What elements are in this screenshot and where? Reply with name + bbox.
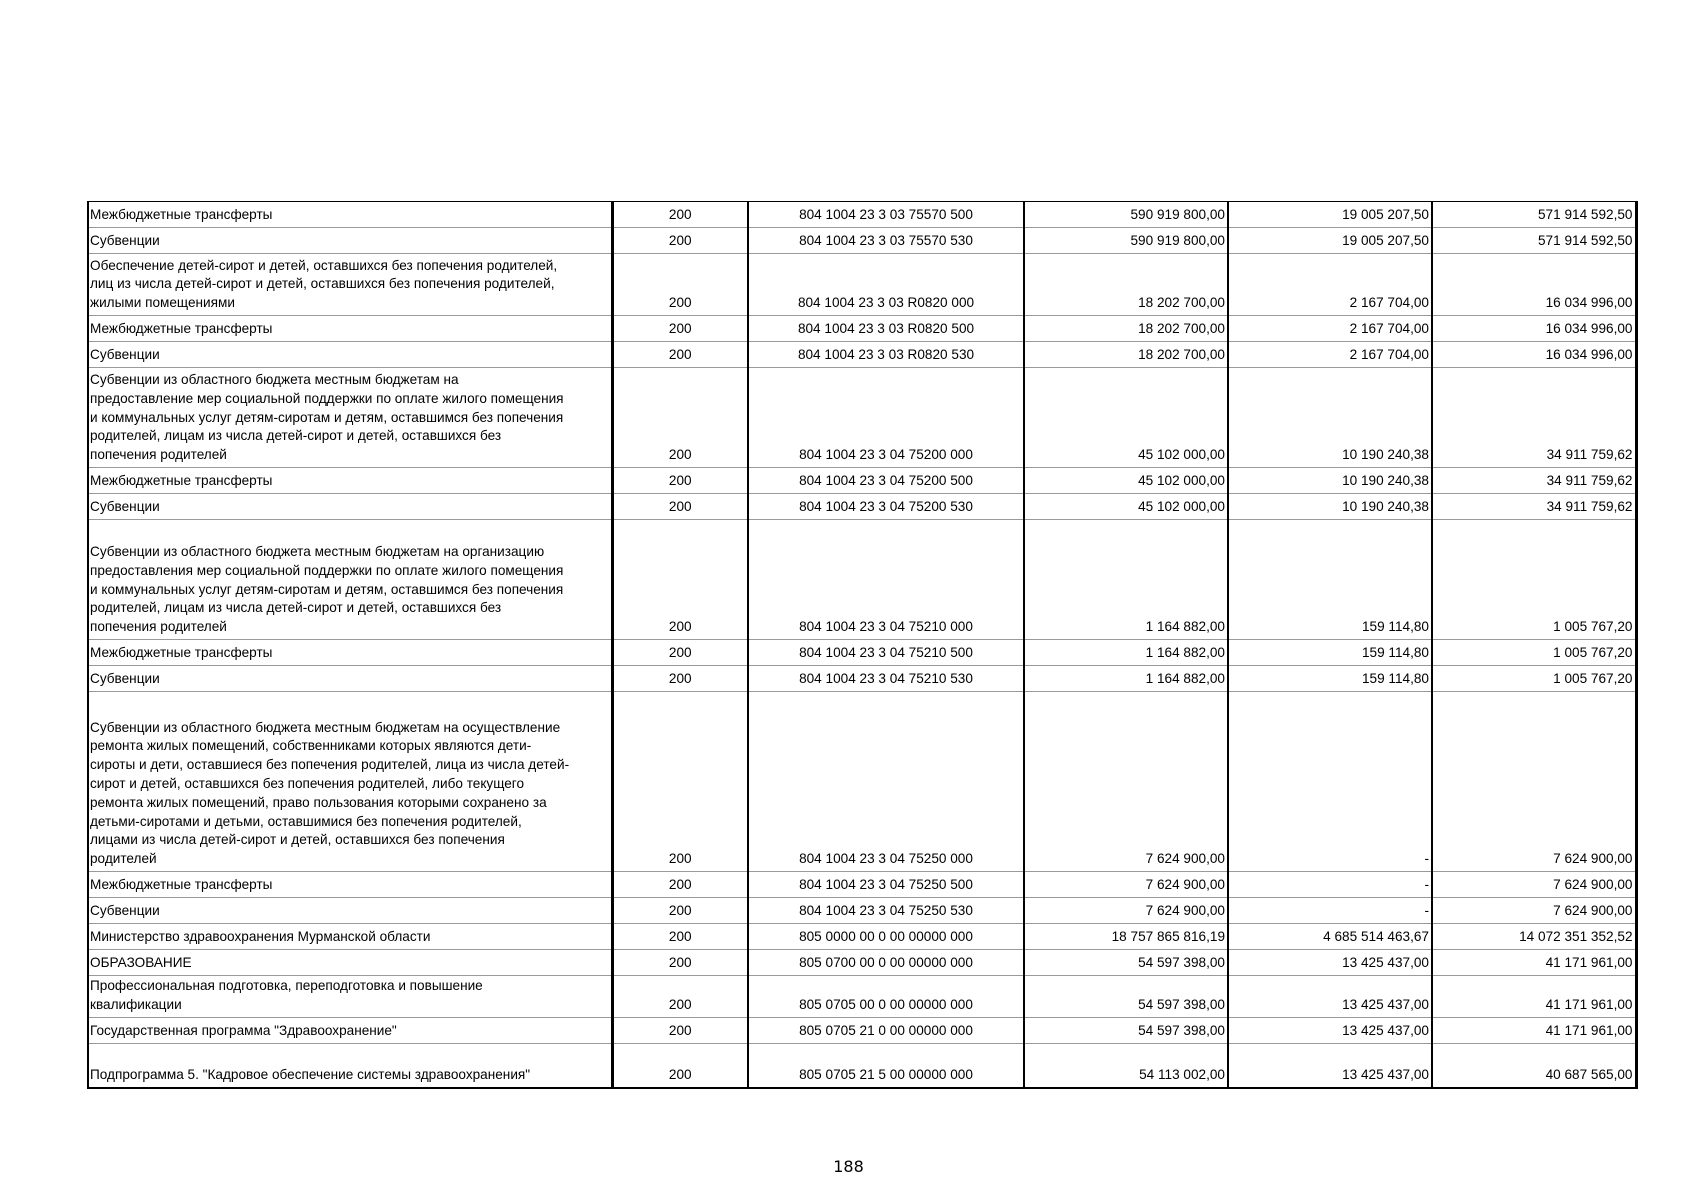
row-approved-amount: 45 102 000,00 [1024, 468, 1228, 494]
row-budget-code: 804 1004 23 3 04 75210 530 [748, 666, 1024, 692]
row-code: 200 [612, 1044, 748, 1088]
row-unexecuted-amount: 7 624 900,00 [1432, 692, 1636, 872]
row-code: 200 [612, 898, 748, 924]
row-approved-amount: 1 164 882,00 [1024, 520, 1228, 640]
table-row [88, 228, 1636, 254]
row-unexecuted-amount: 1 005 767,20 [1432, 640, 1636, 666]
row-unexecuted-amount: 7 624 900,00 [1432, 872, 1636, 898]
row-name: Межбюджетные трансферты [88, 468, 612, 494]
row-executed-amount: 10 190 240,38 [1228, 468, 1432, 494]
budget-execution-table [87, 201, 1638, 1089]
row-name: Межбюджетные трансферты [88, 872, 612, 898]
table-row [88, 316, 1636, 342]
row-unexecuted-amount: 16 034 996,00 [1432, 316, 1636, 342]
row-unexecuted-amount: 7 624 900,00 [1432, 898, 1636, 924]
row-unexecuted-amount: 571 914 592,50 [1432, 228, 1636, 254]
row-code: 200 [612, 1018, 748, 1044]
row-code: 200 [612, 520, 748, 640]
row-unexecuted-amount: 14 072 351 352,52 [1432, 924, 1636, 950]
row-code: 200 [612, 342, 748, 368]
row-name: Обеспечение детей-сирот и детей, оставшихся без попечения родителей, лиц из числа детей-сирот и детей, оставшихся без попечения родителей, жилыми помещениями [88, 254, 612, 316]
row-executed-amount: 13 425 437,00 [1228, 976, 1432, 1018]
row-approved-amount: 54 113 002,00 [1024, 1044, 1228, 1088]
table-row [88, 924, 1636, 950]
row-approved-amount: 54 597 398,00 [1024, 976, 1228, 1018]
row-budget-code: 804 1004 23 3 04 75210 500 [748, 640, 1024, 666]
row-code: 200 [612, 494, 748, 520]
row-unexecuted-amount: 34 911 759,62 [1432, 494, 1636, 520]
table-row [88, 494, 1636, 520]
row-code: 200 [612, 872, 748, 898]
row-executed-amount: 13 425 437,00 [1228, 1044, 1432, 1088]
row-approved-amount: 1 164 882,00 [1024, 666, 1228, 692]
row-name: Субвенции из областного бюджета местным бюджетам на предоставление мер социальной поддержки по оплате жилого помещения и коммунальных услуг детям-сиротам и детям, оставшимся без попечения родителей, лицам из числа детей-сирот и детей, оставшихся без попечения родителей [88, 368, 612, 468]
row-name: Субвенции [88, 228, 612, 254]
row-budget-code: 804 1004 23 3 04 75250 530 [748, 898, 1024, 924]
row-code: 200 [612, 368, 748, 468]
table-row [88, 468, 1636, 494]
row-budget-code: 805 0705 21 0 00 00000 000 [748, 1018, 1024, 1044]
row-budget-code: 804 1004 23 3 04 75200 000 [748, 368, 1024, 468]
row-code: 200 [612, 924, 748, 950]
row-name: Межбюджетные трансферты [88, 640, 612, 666]
table-row [88, 976, 1636, 1018]
row-budget-code: 804 1004 23 3 04 75250 000 [748, 692, 1024, 872]
row-budget-code: 805 0000 00 0 00 00000 000 [748, 924, 1024, 950]
table-row [88, 254, 1636, 316]
row-executed-amount: 19 005 207,50 [1228, 228, 1432, 254]
table-row [88, 692, 1636, 872]
table-row [88, 342, 1636, 368]
row-code: 200 [612, 666, 748, 692]
row-unexecuted-amount: 41 171 961,00 [1432, 950, 1636, 976]
row-name: Субвенции [88, 494, 612, 520]
row-approved-amount: 45 102 000,00 [1024, 368, 1228, 468]
row-code: 200 [612, 468, 748, 494]
row-approved-amount: 45 102 000,00 [1024, 494, 1228, 520]
row-budget-code: 804 1004 23 3 03 R0820 530 [748, 342, 1024, 368]
row-approved-amount: 18 202 700,00 [1024, 316, 1228, 342]
row-name: Субвенции [88, 342, 612, 368]
row-name: ОБРАЗОВАНИЕ [88, 950, 612, 976]
row-code: 200 [612, 228, 748, 254]
table-row [88, 872, 1636, 898]
row-executed-amount: 159 114,80 [1228, 520, 1432, 640]
row-code: 200 [612, 254, 748, 316]
row-executed-amount: 13 425 437,00 [1228, 1018, 1432, 1044]
row-budget-code: 804 1004 23 3 03 75570 500 [748, 202, 1024, 228]
row-name: Субвенции из областного бюджета местным бюджетам на осуществление ремонта жилых помещений, собственниками которых являются дети- сироты и дети, оставшиеся без попечения родителей, лица из числа детей- сирот и детей, оставшихся без попечения родителей, либо текущего ремонта жилых помещений, право пользования которыми сохранено за детьми-сиротами и детьми, оставшимися без попечения родителей, лицами из числа детей-сирот и детей, оставшихся без попечения родителей [88, 692, 612, 872]
table-row [88, 520, 1636, 640]
row-approved-amount: 7 624 900,00 [1024, 872, 1228, 898]
table-body [88, 202, 1636, 1088]
row-code: 200 [612, 202, 748, 228]
row-executed-amount: - [1228, 692, 1432, 872]
row-name: Межбюджетные трансферты [88, 316, 612, 342]
row-unexecuted-amount: 571 914 592,50 [1432, 202, 1636, 228]
row-executed-amount: 10 190 240,38 [1228, 368, 1432, 468]
row-unexecuted-amount: 41 171 961,00 [1432, 976, 1636, 1018]
row-name: Профессиональная подготовка, переподготовка и повышение квалификации [88, 976, 612, 1018]
row-budget-code: 804 1004 23 3 03 75570 530 [748, 228, 1024, 254]
row-approved-amount: 18 202 700,00 [1024, 254, 1228, 316]
row-executed-amount: - [1228, 898, 1432, 924]
row-executed-amount: 2 167 704,00 [1228, 254, 1432, 316]
row-name: Министерство здравоохранения Мурманской области [88, 924, 612, 950]
row-name: Субвенции [88, 898, 612, 924]
table-row [88, 202, 1636, 228]
table-row [88, 640, 1636, 666]
row-approved-amount: 590 919 800,00 [1024, 228, 1228, 254]
row-unexecuted-amount: 16 034 996,00 [1432, 342, 1636, 368]
row-name: Субвенции [88, 666, 612, 692]
row-code: 200 [612, 316, 748, 342]
row-budget-code: 804 1004 23 3 04 75210 000 [748, 520, 1024, 640]
row-executed-amount: 13 425 437,00 [1228, 950, 1432, 976]
row-code: 200 [612, 950, 748, 976]
table-row [88, 1018, 1636, 1044]
row-executed-amount: 4 685 514 463,67 [1228, 924, 1432, 950]
page-number: 188 [833, 1157, 864, 1176]
row-executed-amount: 2 167 704,00 [1228, 342, 1432, 368]
row-code: 200 [612, 692, 748, 872]
row-name: Субвенции из областного бюджета местным бюджетам на организацию предоставления мер социальной поддержки по оплате жилого помещения и коммунальных услуг детям-сиротам и детям, оставшимся без попечения родителей, лицам из числа детей-сирот и детей, оставшихся без попечения родителей [88, 520, 612, 640]
table-row [88, 898, 1636, 924]
row-executed-amount: - [1228, 872, 1432, 898]
row-unexecuted-amount: 34 911 759,62 [1432, 468, 1636, 494]
row-executed-amount: 159 114,80 [1228, 666, 1432, 692]
row-code: 200 [612, 640, 748, 666]
table-row [88, 368, 1636, 468]
row-approved-amount: 7 624 900,00 [1024, 898, 1228, 924]
row-budget-code: 805 0700 00 0 00 00000 000 [748, 950, 1024, 976]
row-budget-code: 804 1004 23 3 03 R0820 500 [748, 316, 1024, 342]
table-row [88, 1044, 1636, 1088]
row-executed-amount: 19 005 207,50 [1228, 202, 1432, 228]
row-unexecuted-amount: 1 005 767,20 [1432, 666, 1636, 692]
row-budget-code: 804 1004 23 3 04 75200 500 [748, 468, 1024, 494]
row-budget-code: 804 1004 23 3 04 75250 500 [748, 872, 1024, 898]
row-budget-code: 804 1004 23 3 03 R0820 000 [748, 254, 1024, 316]
row-approved-amount: 7 624 900,00 [1024, 692, 1228, 872]
table-row [88, 666, 1636, 692]
row-unexecuted-amount: 40 687 565,00 [1432, 1044, 1636, 1088]
row-name: Межбюджетные трансферты [88, 202, 612, 228]
row-name: Государственная программа "Здравоохранение" [88, 1018, 612, 1044]
row-budget-code: 804 1004 23 3 04 75200 530 [748, 494, 1024, 520]
row-budget-code: 805 0705 00 0 00 00000 000 [748, 976, 1024, 1018]
row-approved-amount: 54 597 398,00 [1024, 950, 1228, 976]
row-approved-amount: 590 919 800,00 [1024, 202, 1228, 228]
row-name: Подпрограмма 5. "Кадровое обеспечение системы здравоохранения" [88, 1044, 612, 1088]
row-unexecuted-amount: 16 034 996,00 [1432, 254, 1636, 316]
row-approved-amount: 18 757 865 816,19 [1024, 924, 1228, 950]
row-unexecuted-amount: 41 171 961,00 [1432, 1018, 1636, 1044]
row-approved-amount: 54 597 398,00 [1024, 1018, 1228, 1044]
row-executed-amount: 2 167 704,00 [1228, 316, 1432, 342]
row-code: 200 [612, 976, 748, 1018]
row-executed-amount: 10 190 240,38 [1228, 494, 1432, 520]
row-budget-code: 805 0705 21 5 00 00000 000 [748, 1044, 1024, 1088]
table-row [88, 950, 1636, 976]
row-approved-amount: 1 164 882,00 [1024, 640, 1228, 666]
row-approved-amount: 18 202 700,00 [1024, 342, 1228, 368]
row-unexecuted-amount: 34 911 759,62 [1432, 368, 1636, 468]
row-executed-amount: 159 114,80 [1228, 640, 1432, 666]
row-unexecuted-amount: 1 005 767,20 [1432, 520, 1636, 640]
